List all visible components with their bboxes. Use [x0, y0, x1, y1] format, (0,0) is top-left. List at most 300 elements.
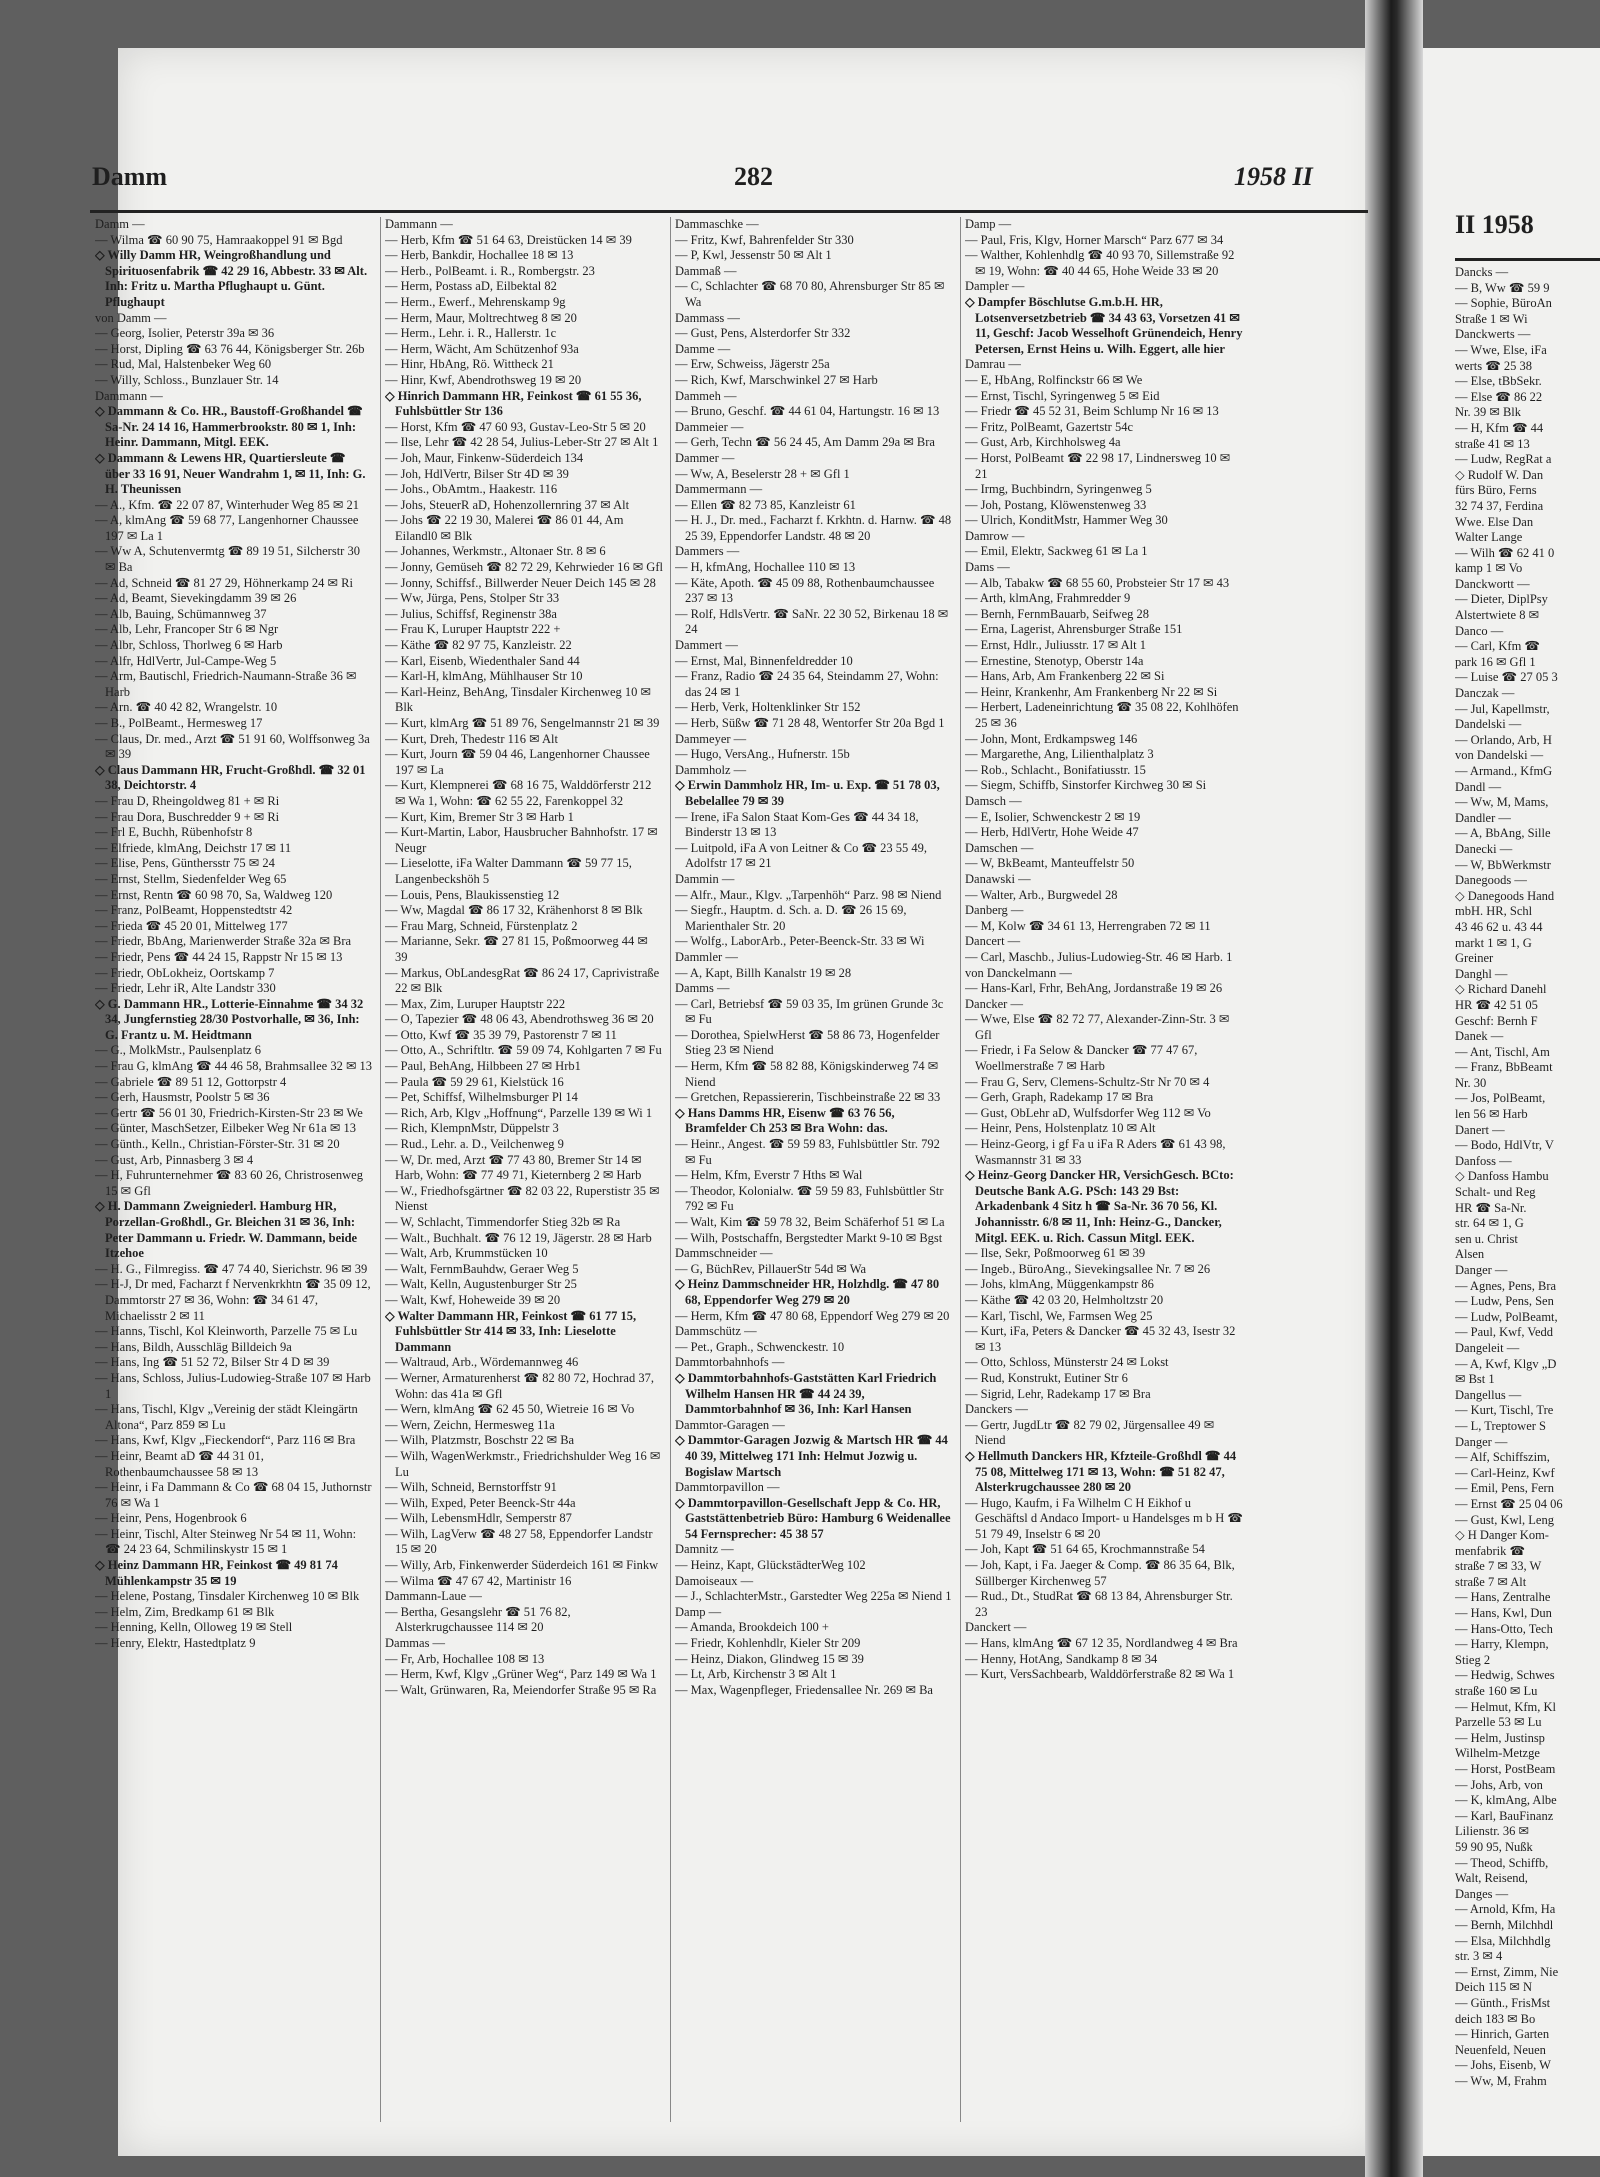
directory-entry: — Ad, Schneid ☎ 81 27 29, Höhnerkamp 24 ✉ Ri [95, 575, 353, 590]
directory-entry: Dammann-Laue — [385, 1589, 482, 1604]
directory-entry: — Hans, Kwf, Klgv „Fieckendorf“, Parz 116 ✉ Bra [95, 1433, 356, 1448]
directory-entry: Dammtorbahnhofs — [675, 1355, 785, 1370]
directory-entry: — Siegfr., Hauptm. d. Sch. a. D. ☎ 26 15 69, Marienthaler Str. 20 [675, 903, 907, 933]
directory-entry: — Hinr, Kwf, Abendrothsweg 19 ✉ 20 [385, 372, 582, 387]
next-page-entry: Wilhelm-Metzge [1455, 1746, 1540, 1761]
edition-year: 1958 II [1234, 162, 1313, 191]
next-page-entry: Danfoss — [1455, 1153, 1512, 1168]
next-page-entry: markt 1 ✉ 1, G [1455, 935, 1532, 950]
directory-entry: — Louis, Pens, Blaukissenstieg 12 [385, 887, 560, 902]
directory-entry: — Käthe ☎ 82 97 75, Kanzleistr. 22 [385, 638, 572, 653]
directory-entry: — Heinz, Diakon, Glindweg 15 ✉ 39 [675, 1651, 864, 1666]
directory-entry: Damp — [965, 217, 1012, 231]
next-page-entry: — Harry, Klempn, [1455, 1637, 1549, 1652]
next-page-entry: — Alf, Schiffszim, [1455, 1450, 1550, 1465]
directory-entry: — Dorothea, SpielwHerst ☎ 58 86 73, Hogenfelder Stieg 23 ✉ Niend [675, 1027, 940, 1058]
directory-entry: Dancert — [965, 934, 1021, 949]
next-page-entry: — Horst, PostBeam [1455, 1762, 1556, 1776]
next-page-entry: 59 90 95, Nußk [1455, 1839, 1533, 1854]
directory-entry: — Hans, Tischl, Klgv „Vereinig der städt Kleingärtn Altona“, Parz 859 ✉ Lu [95, 1402, 358, 1432]
directory-entry: — Fritz, Kwf, Bahrenfelder Str 330 [675, 232, 854, 247]
directory-entry: Damm — [95, 217, 145, 231]
directory-entry: — Walt, Kwf, Hoheweide 39 ✉ 20 [385, 1292, 561, 1307]
directory-entry: — Horst, Dipling ☎ 63 76 44, Königsberger Str. 26b [95, 341, 365, 356]
directory-entry: — Henny, HotAng, Sandkamp 8 ✉ 34 [965, 1651, 1158, 1666]
next-page-entry: — Ww, M, Frahm [1455, 2073, 1547, 2088]
directory-entry: — Joh, Kapt, i Fa. Jaeger & Comp. ☎ 86 35 64, Blk, Süllberger Kirchenweg 57 [965, 1558, 1235, 1588]
directory-entry: — Wolfg., LaborArb., Peter-Beenck-Str. 33 ✉ Wi [675, 934, 925, 949]
next-page-entry: straße 7 ✉ 33, W [1455, 1559, 1542, 1574]
directory-entry: — Friedr, Pens ☎ 44 24 15, Rappstr Nr 15 ✉ 13 [95, 949, 343, 964]
directory-entry: — Rolf, HdlsVertr. ☎ SaNr. 22 30 52, Birkenau 18 ✉ 24 [675, 606, 949, 637]
directory-entry: — Ernst, Rentn ☎ 60 98 70, Sa, Waldweg 120 [95, 887, 333, 902]
directory-entry: — Kurt, iFa, Peters & Dancker ☎ 45 32 43, Isestr 32 ✉ 13 [965, 1324, 1236, 1354]
directory-entry: — Ingeb., BüroAng., Sievekingsallee Nr. 7 ✉ 26 [965, 1261, 1211, 1276]
next-page-entry: straße 160 ✉ Lu [1455, 1684, 1538, 1699]
next-page-entry: Danghl — [1455, 966, 1508, 981]
directory-entry: — Herb, Verk, Holtenklinker Str 152 [675, 700, 861, 715]
next-page-entry: — Hedwig, Schwes [1455, 1668, 1555, 1683]
directory-entry: — Friedr ☎ 45 52 31, Beim Schlump Nr 16 ✉ 13 [965, 404, 1219, 419]
next-page-entry: Alstertwiete 8 ✉ [1455, 608, 1540, 623]
directory-entry: — H. G., Filmregiss. ☎ 47 74 40, Sierichstr. 96 ✉ 39 [95, 1261, 368, 1276]
next-page-entry: — Ww, M, Mams, [1455, 795, 1549, 810]
directory-entry: — Heinr, Tischl, Alter Steinweg Nr 54 ✉ 11, Wohn: ☎ 24 23 64, Schmilinskystr 15 ✉ 1 [95, 1526, 357, 1557]
directory-entry: — Frau D, Rheingoldweg 81 + ✉ Ri [95, 793, 280, 808]
directory-entry: — Albr, Schloss, Thorlweg 6 ✉ Harb [95, 638, 283, 653]
directory-entry: Dammeier — [675, 419, 744, 434]
next-page-entry: Parzelle 53 ✉ Lu [1455, 1715, 1542, 1730]
directory-entry: ◇ Hinrich Dammann HR, Feinkost ☎ 61 55 36, Fuhlsbüttler Str 136 [385, 388, 642, 419]
next-page-entry: — Else, tBbSekr. [1455, 374, 1542, 389]
next-page-entry: ◇ Danfoss Hambu [1455, 1169, 1549, 1184]
directory-entry: — Heinz-Georg, i gf Fa u iFa R Aders ☎ 61 43 98, Wasmannstr 31 ✉ 33 [965, 1137, 1226, 1167]
directory-entry: ◇ Dammtorbahnhofs-Gaststätten Karl Friedrich Wilhelm Hansen HR ☎ 44 24 39, Dammtorbahnhof ✉ 36, Inh: Karl Hansen [675, 1370, 937, 1417]
directory-entry: — Frau Dora, Buschredder 9 + ✉ Ri [95, 809, 280, 824]
directory-entry: — Walt., Buchhalt. ☎ 76 12 19, Jägerstr. 28 ✉ Harb [385, 1230, 652, 1245]
column-divider [670, 217, 671, 2122]
next-page-entry: Danger — [1455, 1434, 1508, 1449]
directory-entry: — Kurt, Journ ☎ 59 04 46, Langenhorner Chaussee 197 ✉ La [385, 747, 650, 777]
directory-entry: Damrau — [965, 357, 1021, 372]
next-page-entry: — Ernst, Zimm, Nie [1455, 1964, 1559, 1979]
directory-entry: — Johs, SteuerR aD, Hohenzollernring 37 ✉ Alt [385, 497, 630, 512]
directory-entry: — Helene, Postang, Tinsdaler Kirchenweg 10 ✉ Blk [95, 1589, 360, 1604]
next-page-entry: Dandler — [1455, 810, 1511, 825]
directory-entry: — Friedr, Lehr iR, Alte Landstr 330 [95, 981, 276, 996]
directory-entry: — Karl, Tischl, We, Farmsen Weg 25 [965, 1308, 1153, 1323]
next-page-entry: — Armand., KfmG [1455, 764, 1553, 778]
directory-entry: — Hinr, HbAng, Rö. Wittheck 21 [385, 357, 554, 372]
next-page-entry: — Johs, Eisenb, W [1455, 2058, 1551, 2073]
directory-entry: — J., SchlachterMstr., Garstedter Weg 225a ✉ Niend 1 [675, 1589, 952, 1604]
directory-entry: — Rud., Lehr. a. D., Veilchenweg 9 [385, 1137, 564, 1152]
directory-entry: — Paul, Fris, Klgv, Horner Marsch“ Parz 677 ✉ 34 [965, 232, 1224, 247]
directory-entry: — Erw, Schweiss, Jägerstr 25a [675, 357, 830, 372]
directory-entry: — John, Mont, Erdkampsweg 146 [965, 731, 1138, 746]
next-page-entry: — Bernh, Milchhdl [1455, 1917, 1554, 1932]
next-page-entry: Nr. 39 ✉ Blk [1455, 405, 1522, 420]
directory-entry: — Walter, Arb., Burgwedel 28 [965, 887, 1118, 902]
directory-entry: — Franz, Radio ☎ 24 35 64, Steindamm 27, Wohn: das 24 ✉ 1 [675, 669, 939, 699]
directory-entry: ◇ Erwin Dammholz HR, Im- u. Exp. ☎ 51 78 03, Bebelallee 79 ✉ 39 [675, 778, 940, 808]
next-page-entry: — W, BbWerkmstr [1455, 857, 1551, 872]
directory-entry: Dammermann — [675, 482, 763, 497]
directory-entry: Dammann — [385, 217, 453, 231]
directory-entry: — Gretchen, Repassiererin, Tischbeinstraße 22 ✉ 33 [675, 1090, 941, 1105]
next-page-entry: Danegoods — [1455, 873, 1527, 888]
directory-entry: — Arn. ☎ 40 42 82, Wrangelstr. 10 [95, 700, 278, 715]
directory-entry: — W, BkBeamt, Manteuffelstr 50 [965, 856, 1135, 871]
next-page-entry: Dandl — [1455, 779, 1502, 794]
directory-entry: — Margarethe, Ang, Lilienthalplatz 3 [965, 747, 1154, 762]
directory-entry: — Bruno, Geschf. ☎ 44 61 04, Hartungstr. 16 ✉ 13 [675, 404, 940, 419]
next-page-entry: — L, Treptower S [1455, 1418, 1546, 1433]
directory-entry: — Luitpold, iFa A von Leitner & Co ☎ 23 55 49, Adolfstr 17 ✉ 21 [675, 840, 928, 871]
directory-entry: — Ww, Magdal ☎ 86 17 32, Krähenhorst 8 ✉ Blk [385, 903, 643, 918]
directory-entry: — Herb., PolBeamt. i. R., Rombergstr. 23 [385, 263, 595, 278]
next-page-column [1455, 265, 1600, 2089]
directory-entry: — Friedr, BbAng, Marienwerder Straße 32a ✉ Bra [95, 934, 352, 949]
directory-entry: — Waltraud, Arb., Wördemannweg 46 [385, 1355, 579, 1370]
directory-entry: — Walt, FernmBauhdw, Geraer Weg 5 [385, 1261, 579, 1276]
directory-entry: — Friedr, i Fa Selow & Dancker ☎ 77 47 67, Woellmerstraße 7 ✉ Harb [965, 1043, 1198, 1074]
directory-entry: — Kurt, Dreh, Thedestr 116 ✉ Alt [385, 731, 558, 746]
directory-entry: — Herb, HdlVertr, Hohe Weide 47 [965, 825, 1139, 840]
directory-entry: — Käthe ☎ 42 03 20, Helmholtzstr 20 [965, 1292, 1164, 1307]
directory-entry: ◇ H. Dammann Zweigniederl. Hamburg HR, Porzellan-Großhdl., Gr. Bleichen 31 ✉ 36, Inh: Peter Dammann u. Friedr. W. Dammann, beide Itzehoe [95, 1199, 358, 1261]
directory-entry: — Emil, Elektr, Sackweg 61 ✉ La 1 [965, 544, 1148, 559]
directory-entry: Dammaß — [675, 263, 737, 278]
next-page-entry: Danecki — [1455, 841, 1513, 856]
next-page-entry: Danckwortt — [1455, 576, 1530, 591]
directory-entry: — Kurt, VersSachbearb, Walddörferstraße 82 ✉ Wa 1 [965, 1667, 1235, 1682]
directory-entry: — Ulrich, KonditMstr, Hammer Weg 30 [965, 513, 1168, 528]
directory-entry: — Friedr, Kohlenhdlr, Kieler Str 209 [675, 1636, 861, 1651]
next-page-entry: — Ludw, RegRat a [1455, 452, 1552, 467]
directory-entry: — Kurt, Kim, Bremer Str 3 ✉ Harb 1 [385, 809, 574, 824]
next-page-entry: — Emil, Pens, Fern [1455, 1481, 1554, 1496]
directory-entry: — Ellen ☎ 82 73 85, Kanzleistr 61 [675, 497, 856, 512]
directory-entry: — Max, Zim, Luruper Hauptstr 222 [385, 996, 566, 1011]
directory-entry: — Elise, Pens, Günthersstr 75 ✉ 24 [95, 856, 275, 871]
directory-entry: — Hans, Ing ☎ 51 52 72, Bilser Str 4 D ✉ 39 [95, 1355, 330, 1370]
directory-entry: ◇ Heinz-Georg Dancker HR, VersichGesch. BCto: Deutsche Bank A.G. PSch: 143 29 Bst: Arkadenbank 4 Sitz h ☎ Sa-Nr. 36 70 56, Kl. Johannisstr. 6/8 ✉ 11, Inh: Heinz-G., Dancker, Mitgl. EEK. u. Rich. Cassun Mitgl. EEK. [965, 1168, 1234, 1245]
next-page-entry: str. 3 ✉ 4 [1455, 1949, 1503, 1964]
directory-entry: Danberg — [965, 903, 1024, 918]
next-page-entry: — Arnold, Kfm, Ha [1455, 1902, 1556, 1917]
directory-entry: — Jonny, Schiffsf., Billwerder Neuer Deich 145 ✉ 28 [385, 575, 656, 590]
directory-entry: — G, BüchRev, PillauerStr 54d ✉ Wa [675, 1261, 867, 1276]
directory-entry: Dammeh — [675, 388, 737, 403]
next-page-entry: Dangeleit — [1455, 1340, 1520, 1355]
directory-entry: — Walt, Kim ☎ 59 78 32, Beim Schäferhof 51 ✉ La [675, 1215, 945, 1229]
directory-entry: — Frau K, Luruper Hauptstr 222 + [385, 622, 561, 637]
directory-entry: — Günter, MaschSetzer, Eilbeker Weg Nr 61a ✉ 13 [95, 1121, 356, 1136]
directory-entry: — Paula ☎ 59 29 61, Kielstück 16 [385, 1074, 564, 1089]
directory-entry: — Karl, Eisenb, Wiedenthaler Sand 44 [385, 653, 580, 668]
directory-entry: ◇ Claus Dammann HR, Frucht-Großhdl. ☎ 32 01 38, Deichtorstr. 4 [95, 762, 366, 793]
directory-entry: — E, HbAng, Rolfinckstr 66 ✉ We [965, 372, 1143, 387]
directory-column-2 [385, 217, 663, 2117]
directory-entry: Dammtorpavillon — [675, 1480, 780, 1495]
directory-entry: — Otto, Schloss, Münsterstr 24 ✉ Lokst [965, 1355, 1169, 1370]
directory-entry: — A, klmAng ☎ 59 68 77, Langenhorner Chaussee 197 ✉ La 1 [95, 513, 359, 543]
directory-entry: Damme — [675, 341, 731, 356]
directory-entry: — Heinr., Angest. ☎ 59 59 83, Fuhlsbüttler Str. 792 ✉ Fu [675, 1137, 940, 1167]
header-rule [90, 210, 1368, 213]
directory-entry: — Wilma ☎ 47 67 42, Martinistr 16 [385, 1573, 572, 1588]
next-page-entry: Danger — [1455, 1263, 1508, 1277]
directory-entry: — Heinr, Pens, Hogenbrook 6 [95, 1511, 247, 1526]
next-page-entry: — Kurt, Tischl, Tre [1455, 1403, 1554, 1418]
directory-entry: — Heinr, Beamt aD ☎ 44 31 01, Rothenbaumchaussee 58 ✉ 13 [95, 1448, 264, 1479]
directory-entry: — Joh, Postang, Klöwenstenweg 33 [965, 497, 1147, 512]
directory-entry: — Claus, Dr. med., Arzt ☎ 51 91 60, Wolffsonweg 3a ✉ 39 [95, 731, 370, 762]
directory-entry: — Johannes, Werkmstr., Altonaer Str. 8 ✉ 6 [385, 544, 606, 559]
next-page-entry: — Wilh ☎ 62 41 0 [1455, 545, 1555, 560]
next-page-entry: park 16 ✉ Gfl 1 [1455, 654, 1536, 669]
next-page-entry: Wwe. Else Dan [1455, 514, 1534, 529]
directory-entry: — Gust, Arb, Pinnasberg 3 ✉ 4 [95, 1152, 254, 1167]
next-page-entry: Dandelski — [1455, 717, 1522, 732]
directory-entry: — Alb, Tabakw ☎ 68 55 60, Probsteier Str 17 ✉ 43 [965, 575, 1230, 590]
directory-entry: — H, kfmAng, Hochallee 110 ✉ 13 [675, 560, 856, 575]
directory-entry: Dancker — [965, 996, 1023, 1011]
next-page-entry: Danek — [1455, 1029, 1504, 1044]
directory-entry: — Joh, Maur, Finkenw-Süderdeich 134 [385, 450, 584, 465]
directory-entry: — Gerh, Hausmstr, Poolstr 5 ✉ 36 [95, 1090, 270, 1105]
next-page-entry: ◇ Rudolf W. Dan [1455, 467, 1544, 482]
directory-entry: — Frl E, Buchh, Rübenhofstr 8 [95, 825, 253, 840]
directory-entry: Dammas — [385, 1636, 446, 1651]
directory-entry: Dammer — [675, 450, 735, 465]
directory-entry: Dammholz — [675, 762, 747, 777]
running-head: Damm [92, 162, 168, 191]
next-page-entry: — Ernst ☎ 25 04 06 [1455, 1496, 1563, 1511]
directory-entry: — Carl, Maschb., Julius-Ludowieg-Str. 46 ✉ Harb. 1 [965, 949, 1233, 964]
next-page-entry: Nr. 30 [1455, 1075, 1487, 1090]
directory-entry: — Frau G, klmAng ☎ 44 46 58, Brahmsallee 32 ✉ 13 [95, 1059, 373, 1074]
next-page-entry: — Wwe, Else, iFa [1455, 342, 1547, 357]
directory-entry: — Ww A, Schutenvermtg ☎ 89 19 51, Silcherstr 30 ✉ Ba [95, 544, 360, 575]
directory-entry: — Rud, Mal, Halstenbeker Weg 60 [95, 357, 272, 372]
directory-entry: — Bertha, Gesangslehr ☎ 51 76 82, Alsterkrugchaussee 114 ✉ 20 [385, 1604, 571, 1635]
directory-entry: von Damm — [95, 310, 167, 325]
directory-entry: Damp — [675, 1604, 722, 1619]
directory-entry: — Karl-H, klmAng, Mühlhauser Str 10 [385, 669, 583, 684]
next-page-entry: Danczak — [1455, 686, 1515, 701]
directory-entry: — A, Kapt, Billh Kanalstr 19 ✉ 28 [675, 965, 852, 980]
next-page-entry: — Hans, Zentralhe [1455, 1590, 1551, 1605]
directory-entry: — Ernst, Hdlr., Juliusstr. 17 ✉ Alt 1 [965, 638, 1146, 653]
next-page-entry: ◇ Richard Danehl [1455, 982, 1547, 997]
directory-entry: — B., PolBeamt., Hermesweg 17 [95, 716, 263, 730]
next-page-entry: Lilienstr. 36 ✉ [1455, 1824, 1530, 1839]
next-page-entry: — Agnes, Pens, Bra [1455, 1278, 1557, 1293]
next-page-entry: — Gust, Kwl, Leng [1455, 1512, 1554, 1527]
directory-entry: — Hugo, Kaufm, i Fa Wilhelm C H Eikhof u Geschäftsl d Andaco Import- u Handelsges m b H ☎ 51 79 49, Inselstr 6 ✉ 20 [965, 1495, 1243, 1541]
next-page-entry: straße 41 ✉ 13 [1455, 436, 1530, 451]
next-page-entry: von Dandelski — [1455, 748, 1544, 763]
directory-entry: — Gertr, JugdLtr ☎ 82 79 02, Jürgensallee 49 ✉ Niend [965, 1417, 1215, 1448]
next-page-entry: sen u. Christ [1455, 1231, 1518, 1246]
directory-entry: — Ernst, Stellm, Siedenfelder Weg 65 [95, 871, 287, 886]
directory-entry: Dammaschke — [675, 217, 759, 231]
directory-entry: — Herm., Ewerf., Mehrenskamp 9g [385, 294, 566, 309]
directory-entry: — Theodor, Kolonialw. ☎ 59 59 83, Fuhlsbüttler Str 792 ✉ Fu [675, 1183, 944, 1214]
directory-entry: — Carl, Betriebsf ☎ 59 03 35, Im grünen Grunde 3c ✉ Fu [675, 996, 944, 1027]
directory-entry: — Wilh, LebensmHdlr, Semperstr 87 [385, 1511, 572, 1526]
directory-entry: — Franz, PolBeamt, Hoppenstedtstr 42 [95, 903, 293, 918]
directory-entry: — H-J, Dr med, Facharzt f Nervenkrkhtn ☎ 35 09 12, Dammtorstr 27 ✉ 36, Wohn: ☎ 34 61 47, Michaelisstr 2 ✉ 11 [95, 1277, 371, 1323]
directory-entry: ◇ G. Dammann HR., Lotterie-Einnahme ☎ 34 32 34, Jungfernstieg 28/30 Postvorhalle, ✉ 36, Inh: G. Frantz u. M. Heidtmann [95, 996, 364, 1042]
next-page-entry: — Ludw, PolBeamt, [1455, 1309, 1558, 1324]
directory-entry: — Rich, KlempnMstr, Düppelstr 3 [385, 1121, 559, 1136]
directory-column-4 [965, 217, 1243, 2117]
next-page-entry: HR ☎ Sa-Nr. [1455, 1200, 1527, 1215]
directory-entry: — O, Tapezier ☎ 48 06 43, Abendrothsweg 36 ✉ 20 [385, 1012, 654, 1027]
next-page-entry: Deich 115 ✉ N [1455, 1980, 1533, 1995]
next-page-entry: Greiner [1455, 951, 1494, 966]
directory-entry: ◇ Willy Damm HR, Weingroßhandlung und Spirituosenfabrik ☎ 42 29 16, Abbestr. 33 ✉ Alt. Inh: Fritz u. Martha Pflughaupt u. Günt. Pflughaupt [95, 248, 368, 309]
next-page-entry: 32 74 37, Ferdina [1455, 498, 1544, 513]
directory-entry: — W, Dr. med, Arzt ☎ 77 43 80, Bremer Str 14 ✉ Harb, Wohn: ☎ 77 49 71, Kieternberg 2 ✉ Harb [385, 1152, 642, 1183]
next-page-entry: — Karl, BauFinanz [1455, 1808, 1554, 1823]
directory-entry: — E, Isolier, Schwenckestr 2 ✉ 19 [965, 809, 1141, 824]
directory-entry: Damschen — [965, 840, 1034, 855]
directory-entry: — Ilse, Lehr ☎ 42 28 54, Julius-Leber-Str 27 ✉ Alt 1 [385, 435, 659, 450]
directory-entry: — Amanda, Brookdeich 100 + [675, 1620, 829, 1635]
column-divider [960, 217, 961, 2122]
page-number: 282 [734, 162, 773, 191]
directory-entry: — Herm, Kfm ☎ 47 80 68, Eppendorf Weg 279 ✉ 20 [675, 1308, 950, 1323]
next-page-entry: — Ludw, Pens, Sen [1455, 1294, 1554, 1309]
directory-entry: — Horst, Kfm ☎ 47 60 93, Gustav-Leo-Str 5 ✉ 20 [385, 419, 646, 434]
directory-entry: — Irene, iFa Salon Staat Kom-Ges ☎ 44 34 18, Binderstr 13 ✉ 13 [675, 809, 919, 840]
next-page-entry: Alsen [1455, 1247, 1485, 1262]
next-page-entry: — Carl, Kfm ☎ [1455, 639, 1541, 654]
directory-entry: Dammler — [675, 949, 738, 964]
directory-entry: — Gerh, Techn ☎ 56 24 45, Am Damm 29a ✉ Bra [675, 435, 935, 450]
next-page-entry: fürs Büro, Ferns [1455, 483, 1537, 498]
directory-entry: — Herb, Kfm ☎ 51 64 63, Dreistücken 14 ✉ 39 [385, 232, 632, 247]
next-page-entry: — K, klmAng, Albe [1455, 1793, 1557, 1808]
directory-entry: — Rud, Konstrukt, Eutiner Str 6 [965, 1370, 1128, 1385]
directory-entry: — Wilh, Exped, Peter Beenck-Str 44a [385, 1495, 576, 1510]
next-page-entry: — Carl-Heinz, Kwf [1455, 1465, 1555, 1480]
directory-column-1 [95, 217, 373, 2117]
directory-entry: — Herm, Maur, Moltrechtweg 8 ✉ 20 [385, 310, 577, 325]
directory-entry: — Herm, Postass aD, Eilbektal 82 [385, 279, 557, 294]
directory-entry: Dams — [965, 560, 1010, 575]
directory-entry: — Wern, klmAng ☎ 62 45 50, Wietreie 16 ✉ Vo [385, 1402, 635, 1417]
directory-entry: — Gust, Arb, Kirchholsweg 4a [965, 435, 1121, 450]
directory-entry: ◇ Dammann & Lewens HR, Quartiersleute ☎ über 33 16 91, Neuer Wandrahm 1, ✉ 11, Inh: G. H. Theunissen [95, 450, 366, 497]
directory-entry: — Herb, Bankdir, Hochallee 18 ✉ 13 [385, 248, 574, 263]
page-header [92, 162, 1370, 202]
next-page-entry: 43 46 62 u. 43 44 [1455, 919, 1543, 934]
directory-entry: Dammeyer — [675, 731, 747, 746]
directory-entry: — P, Kwl, Jessenstr 50 ✉ Alt 1 [675, 248, 832, 263]
directory-entry: — Willy, Schloss., Bunzlauer Str. 14 [95, 372, 279, 387]
directory-entry: — Alb, Bauing, Schümannweg 37 [95, 606, 267, 621]
directory-entry: — Hans, Schloss, Julius-Ludowieg-Straße 107 ✉ Harb 1 [95, 1370, 371, 1401]
next-page-entry: Danco — [1455, 623, 1504, 638]
directory-entry: — Herm, Kwf, Klgv „Grüner Weg“, Parz 149 ✉ Wa 1 [385, 1667, 657, 1682]
directory-entry: — Erna, Lagerist, Ahrensburger Straße 151 [965, 622, 1183, 637]
directory-entry: — Hans, Arb, Am Frankenberg 22 ✉ Si [965, 669, 1165, 684]
directory-entry: — Julius, Schiffsf, Reginenstr 38a [385, 606, 557, 621]
directory-entry: — H. J., Dr. med., Facharzt f. Krkhtn. d. Harnw. ☎ 48 25 39, Eppendorfer Landstr. 48 ✉ 20 [675, 513, 952, 543]
directory-entry: — Walt, Grünwaren, Ra, Meiendorfer Straße 95 ✉ Ra [385, 1682, 657, 1697]
next-page-entry: — Hans, Kwl, Dun [1455, 1606, 1552, 1621]
next-page-entry: Schalt- und Reg [1455, 1185, 1536, 1200]
directory-entry: — Wilh, Postschaffn, Bergstedter Markt 9-10 ✉ Bgst [675, 1230, 943, 1245]
next-page-entry: Stieg 2 [1455, 1652, 1491, 1667]
next-page-header: II 1958 [1455, 210, 1534, 239]
directory-entry: Damms — [675, 981, 730, 996]
next-page-entry: Walter Lange [1455, 530, 1523, 545]
directory-entry: — Ernst, Mal, Binnenfeldredder 10 [675, 653, 853, 668]
directory-entry: — Wern, Zeichn, Hermesweg 11a [385, 1417, 555, 1432]
directory-entry: — Alb, Lehr, Francoper Str 6 ✉ Ngr [95, 622, 279, 637]
next-page-entry: — Franz, BbBeamt [1455, 1060, 1553, 1075]
directory-entry: — Helm, Zim, Bredkamp 61 ✉ Blk [95, 1604, 275, 1619]
directory-entry: — Otto, Kwf ☎ 35 39 79, Pastorenstr 7 ✉ 11 [385, 1027, 617, 1042]
directory-entry: — Fr, Arb, Hochallee 108 ✉ 13 [385, 1651, 545, 1666]
directory-entry: — Ilse, Sekr, Poßmoorweg 61 ✉ 39 [965, 1246, 1146, 1261]
directory-entry: ◇ Heinz Dammschneider HR, Holzhdlg. ☎ 47 80 68, Eppendorfer Weg 279 ✉ 20 [675, 1277, 940, 1307]
next-page-entry: — H, Kfm ☎ 44 [1455, 420, 1544, 435]
next-page-entry: — Johs, Arb, von [1455, 1777, 1543, 1792]
directory-entry: Dammschütz — [675, 1324, 757, 1339]
next-page-entry: Geschf: Bernh F [1455, 1013, 1538, 1028]
directory-entry: — Rud., Dt., StudRat ☎ 68 13 84, Ahrensburger Str. 23 [965, 1589, 1233, 1619]
directory-entry: Dammass — [675, 310, 740, 325]
column-divider [380, 217, 381, 2122]
next-page-entry: kamp 1 ✉ Vo [1455, 561, 1523, 576]
next-page-entry: — Dieter, DiplPsy [1455, 592, 1548, 607]
next-page-entry: len 56 ✉ Harb [1455, 1107, 1528, 1122]
directory-entry: — Henry, Elektr, Hastedtplatz 9 [95, 1636, 256, 1651]
next-page-entry: — A, Kwf, Klgv „D [1455, 1356, 1557, 1371]
directory-entry: — Georg, Isolier, Peterstr 39a ✉ 36 [95, 326, 275, 341]
directory-entry: von Danckelmann — [965, 965, 1072, 980]
directory-entry: — Gabriele ☎ 89 51 12, Gottorpstr 4 [95, 1074, 287, 1089]
directory-entry: — Helm, Kfm, Everstr 7 Hths ✉ Wal [675, 1168, 863, 1183]
next-page-entry: — Jul, Kapellmstr, [1455, 701, 1550, 716]
next-page-entry: — Jos, PolBeamt, [1455, 1091, 1546, 1106]
directory-entry: — Henning, Kelln, Olloweg 19 ✉ Stell [95, 1620, 293, 1635]
directory-entry: ◇ Heinz Dammann HR, Feinkost ☎ 49 81 74 Mühlenkampstr 35 ✉ 19 [95, 1558, 338, 1588]
directory-entry: ◇ Hellmuth Danckers HR, Kfzteile-Großhdl ☎ 44 75 08, Mittelweg 171 ✉ 13, Wohn: ☎ 51 82 47, Alsterkrugchaussee 280 ✉ 20 [965, 1448, 1237, 1495]
next-page-entry: — Else ☎ 86 22 [1455, 389, 1543, 404]
directory-entry: — Gust, ObLehr aD, Wulfsdorfer Weg 112 ✉ Vo [965, 1105, 1211, 1120]
directory-entry: Danckert — [965, 1620, 1027, 1635]
directory-entry: — Ww, Jürga, Pens, Stolper Str 33 [385, 591, 560, 606]
directory-entry: ◇ Dampfer Böschlutse G.m.b.H. HR, Lotsenversetzbetrieb ☎ 34 43 63, Vorsetzen 41 ✉ 11, Geschf: Jacob Wesselhoft Grünendeich, Henry Petersen, Ernst Heins u. Wilh. Eggert, alle hier [965, 294, 1243, 356]
directory-entry: ◇ Dammtorpavillon-Gesellschaft Jepp & Co. HR, Gaststättenbetrieb Büro: Hamburg 6 Weidenallee 54 Fernsprecher: 45 38 57 [675, 1495, 951, 1541]
next-page-entry: ◇ Danegoods Hand [1455, 888, 1555, 903]
next-page-entry: — Ant, Tischl, Am [1455, 1044, 1550, 1059]
directory-entry: — Horst, PolBeamt ☎ 22 98 17, Lindnersweg 10 ✉ 21 [965, 450, 1231, 481]
next-page-entry: menfabrik ☎ [1455, 1543, 1526, 1558]
directory-entry: Dammers — [675, 544, 740, 559]
directory-entry: — G., MolkMstr., Paulsenplatz 6 [95, 1043, 261, 1058]
directory-entry: — Walt, Arb, Krummstücken 10 [385, 1246, 548, 1261]
book-gutter [1365, 0, 1423, 2177]
